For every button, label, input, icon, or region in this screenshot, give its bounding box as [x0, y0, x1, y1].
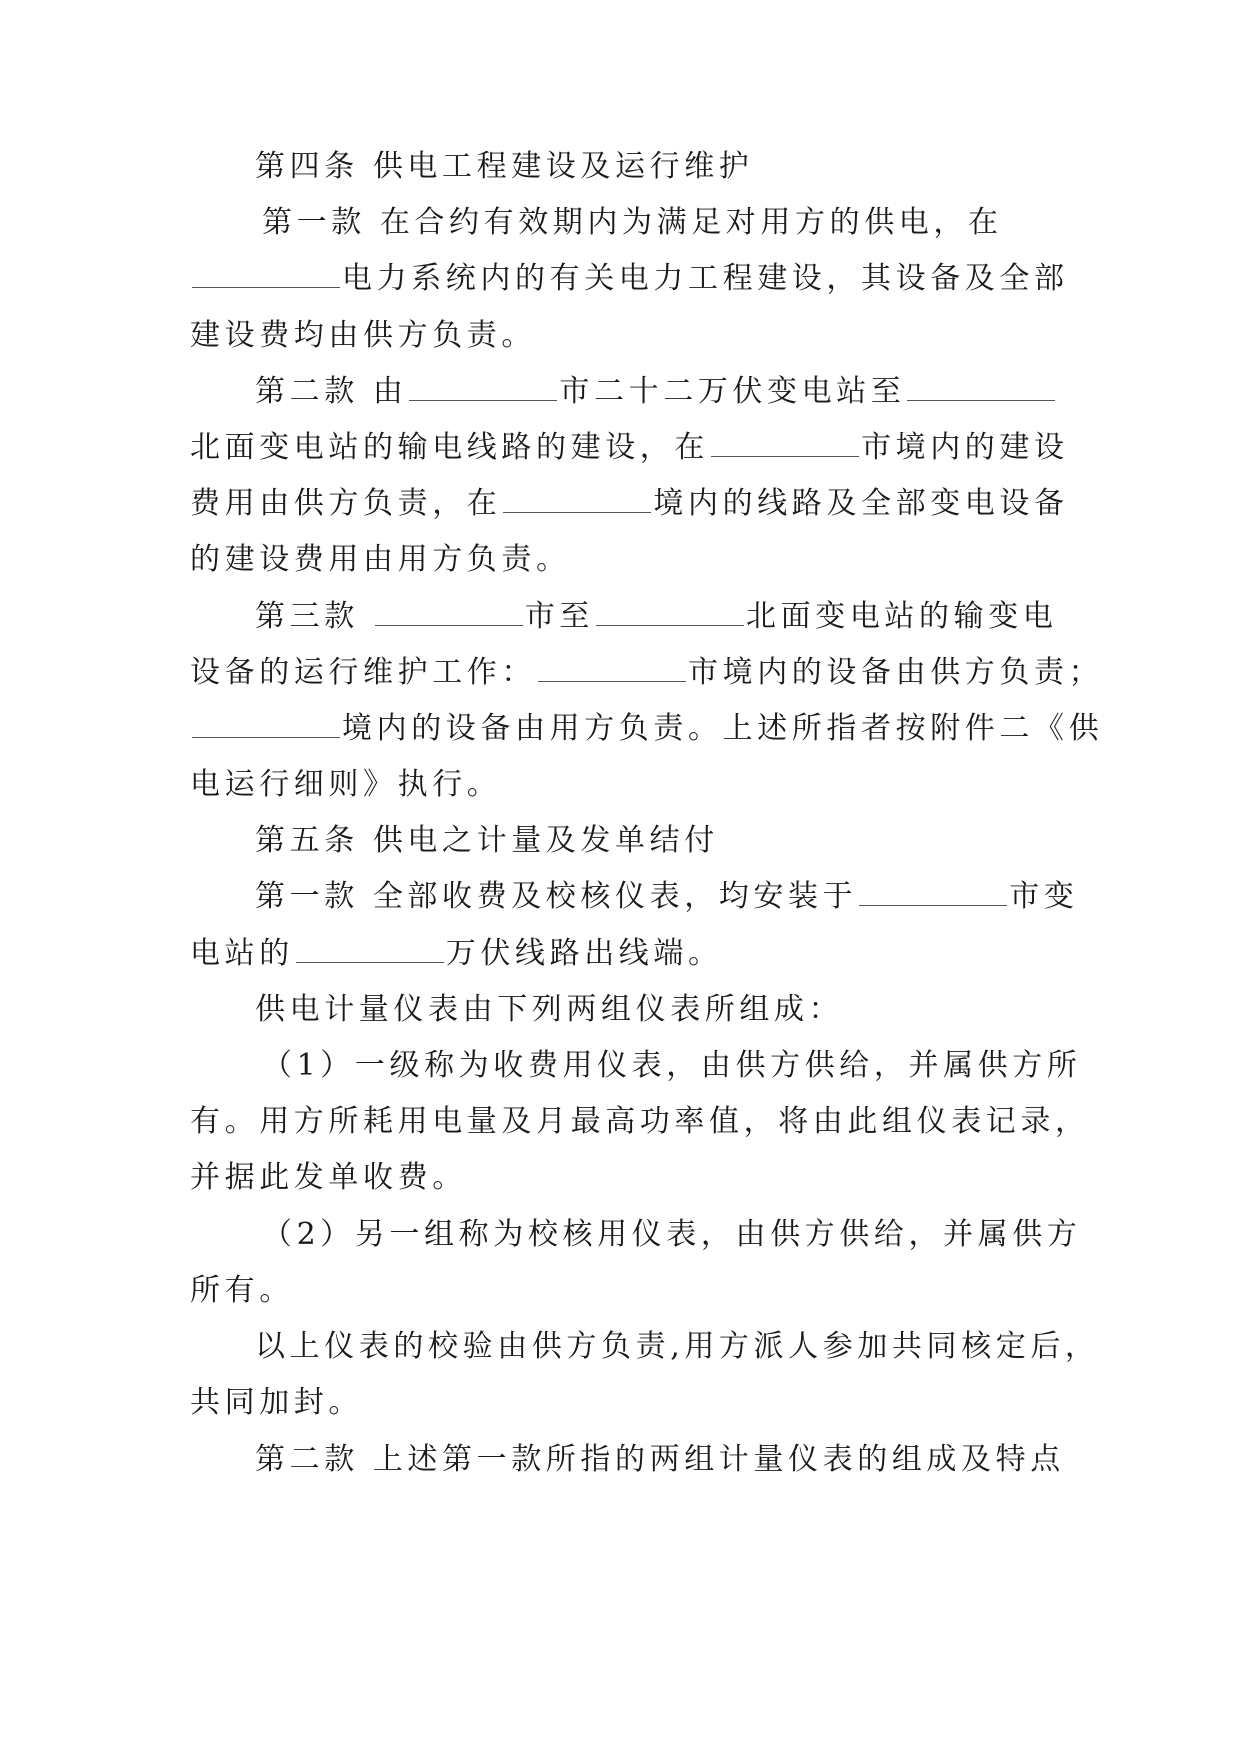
a4-clause2-text1a: 由 — [372, 374, 408, 409]
a4-clause2-text4: 的建设费用由用方负责。 — [190, 542, 571, 577]
a4-clause2-text1b: 市二十二万伏变电站至 — [559, 374, 906, 409]
item1-text1: （1）一级称为收费用仪表，由供方供给，并属供方所 — [262, 1048, 1082, 1083]
a4-clause3-text1b: 北面变电站的输变电 — [746, 599, 1058, 634]
a4-clause2-text2b: 市境内的建设 — [861, 430, 1069, 465]
a5-clause1-text1a: 全部收费及校核仪表，均安装于 — [372, 879, 858, 914]
fill-blank[interactable] — [192, 713, 340, 738]
a5-clause1-line1 — [255, 877, 1079, 917]
a4-clause3-text3: 境内的设备由用方负责。上述所指者按附件二《供 — [342, 711, 1104, 746]
fill-blank[interactable] — [859, 881, 1007, 906]
a4-clause1-line3 — [190, 316, 1060, 356]
a4-clause2-line4 — [190, 540, 1060, 580]
item2-line1 — [262, 1215, 1082, 1255]
a4-clause2-text2a: 北面变电站的输电线路的建设，在 — [190, 430, 709, 465]
item2-text2: 所有。 — [190, 1273, 294, 1308]
a5-clause2-number: 第二款 — [255, 1442, 359, 1477]
meters-intro-text: 供电计量仪表由下列两组仪表所组成： — [255, 992, 844, 1027]
a4-clause3-number: 第三款 — [255, 599, 359, 634]
calibration-line1 — [255, 1327, 1100, 1367]
a5-clause1-text1b: 市变 — [1009, 879, 1079, 914]
article-4-number: 第四条 — [255, 149, 359, 184]
item1-text2: 有。用方所耗用电量及月最高功率值，将由此组仪表记录， — [190, 1104, 1090, 1139]
a4-clause1-text3: 建设费均由供方负责。 — [190, 318, 536, 353]
article-4-heading — [255, 147, 1060, 187]
article-5-title: 供电之计量及发单结付 — [372, 823, 719, 858]
item1-line3 — [190, 1158, 1060, 1198]
fill-blank[interactable] — [296, 938, 444, 963]
meters-intro — [255, 990, 1060, 1030]
a4-clause3-text2a: 设备的运行维护工作： — [190, 655, 536, 690]
a5-clause1-text2b: 万伏线路出线端。 — [445, 936, 723, 971]
fill-blank[interactable] — [409, 376, 557, 401]
article-4-title: 供电工程建设及运行维护 — [372, 149, 754, 184]
fill-blank[interactable] — [503, 488, 651, 513]
a4-clause1-line1 — [262, 203, 1060, 243]
a4-clause1-line2 — [190, 259, 1069, 299]
fill-blank[interactable] — [596, 601, 744, 626]
item1-line2 — [190, 1102, 1090, 1142]
fill-blank[interactable] — [538, 657, 686, 682]
a5-clause1-line2 — [190, 934, 1060, 974]
a4-clause2-line2 — [190, 428, 1069, 468]
a5-clause2-text1: 上述第一款所指的两组计量仪表的组成及特点 — [372, 1442, 1065, 1477]
a4-clause1-number: 第一款 — [262, 205, 366, 240]
a5-clause1-text2a: 电站的 — [190, 936, 294, 971]
fill-blank[interactable] — [711, 432, 859, 457]
a4-clause3-line4 — [190, 765, 1060, 805]
item1-text3: 并据此发单收费。 — [190, 1160, 467, 1195]
a5-clause1-number: 第一款 — [255, 879, 359, 914]
fill-blank[interactable] — [907, 376, 1055, 401]
item2-text1: （2）另一组称为校核用仪表，由供方供给，并属供方 — [262, 1217, 1082, 1252]
a4-clause3-text2b: 市境内的设备由供方负责； — [688, 655, 1104, 690]
calibration-text2: 共同加封。 — [190, 1385, 363, 1420]
a4-clause3-line3 — [190, 709, 1104, 749]
a4-clause2-text3a: 费用由供方负责，在 — [190, 486, 502, 521]
a4-clause3-text1a: 市至 — [524, 599, 595, 634]
a4-clause2-number: 第二款 — [255, 374, 359, 409]
article-5-number: 第五条 — [255, 823, 359, 858]
a4-clause2-line1 — [255, 372, 1060, 412]
calibration-line2 — [190, 1383, 1060, 1423]
a4-clause1-text2: 电力系统内的有关电力工程建设，其设备及全部 — [342, 261, 1069, 296]
article-5-heading — [255, 821, 1060, 861]
fill-blank[interactable] — [192, 263, 340, 288]
calibration-text1: 以上仪表的校验由供方负责,用方派人参加共同核定后， — [255, 1329, 1100, 1364]
fill-blank[interactable] — [375, 601, 523, 626]
a4-clause3-text4: 电运行细则》执行。 — [190, 767, 502, 802]
a4-clause3-line1 — [255, 597, 1060, 637]
item1-line1 — [262, 1046, 1082, 1086]
item2-line2 — [190, 1271, 1060, 1311]
a4-clause3-line2 — [190, 653, 1104, 693]
a4-clause2-line3 — [190, 484, 1069, 524]
a4-clause1-text1: 在合约有效期内为满足对用方的供电，在 — [379, 205, 1003, 240]
a4-clause2-text3b: 境内的线路及全部变电设备 — [653, 486, 1069, 521]
a5-clause2-line1 — [255, 1440, 1065, 1480]
